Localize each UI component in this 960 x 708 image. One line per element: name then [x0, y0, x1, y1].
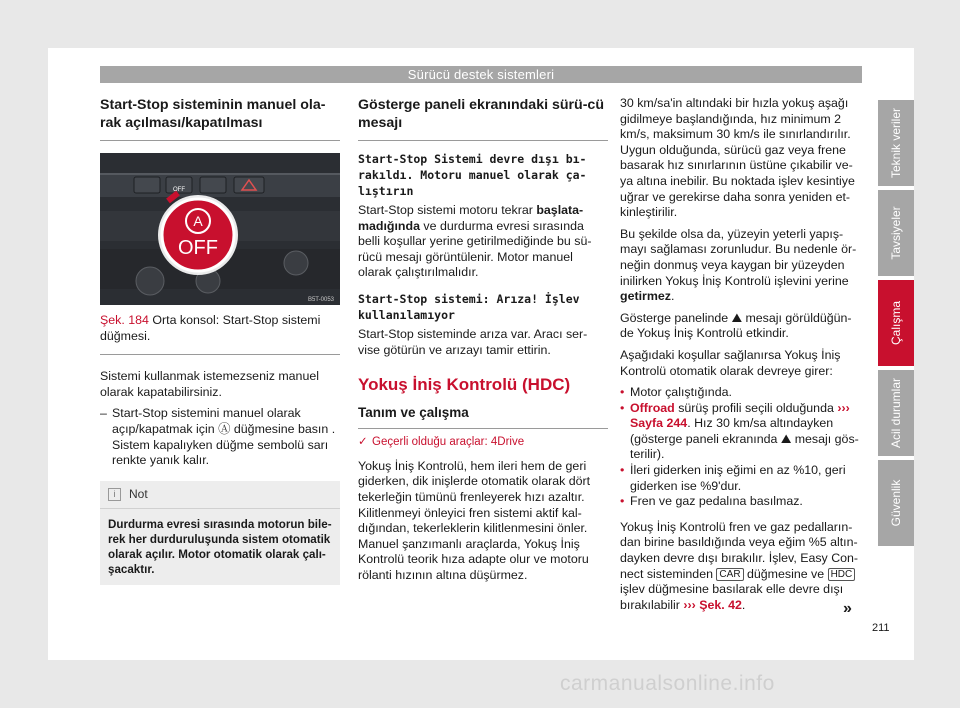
validity-note [358, 435, 608, 451]
indicator-paragraph: Gösterge panelinde ⛰ mesajı görüldüğün-de Yokuş İniş Kontrolü etkindir. [620, 310, 852, 341]
figure-caption [100, 313, 340, 344]
tab-acil-durumlar[interactable]: Acil durumlar [878, 370, 914, 456]
conditions-intro: Aşağıdaki koşullar sağlanırsa Yokuş İniş Kontrolü otomatik olarak devreye girer: [620, 347, 841, 378]
list-item: • Fren ve gaz pedalına basılmaz. [620, 494, 803, 509]
tab-teknik-veriler[interactable]: Teknik veriler [878, 100, 914, 186]
continue-marker: » [843, 600, 852, 617]
caption-text: Orta konsol: Start-Stop sistemi düğmesi. [100, 313, 321, 343]
info-icon: i [108, 488, 121, 501]
note-box [100, 481, 340, 586]
intro-paragraph: Sistemi kullanmak istemezseniz manuel olarak kapatabilirsiniz. [100, 369, 319, 399]
instruction-text: Start-Stop sistemini manuel olarak açıp/kapatmak için [112, 406, 301, 436]
instruction-item [100, 406, 340, 468]
instruction-text-cont: düğmesine basın . Sistem kapalıyken düğme sembolü sarı renkte yanık kalır. [112, 421, 336, 468]
surface-paragraph: Bu şekilde olsa da, yüzeyin yeterli yapış-mayı sağlaması zorunludur. Bu nedenle ör-neğin donmuş veya kaygan bir yüzeyden inilirken Yokuş İniş Kontrolü işlevini yerine getirmez. [620, 226, 857, 304]
deactivation-paragraph: Yokuş İniş Kontrolü fren ve gaz pedalların-dan birine basıldığında veya eğim %5 altın-dayken devre dışı bırakılır. İşlev, Easy Con-nect sisteminden CAR düğmesine ve HDC işlev düğmesine basılarak elle devre dışı bırakılabilir ››› Şek. 42. [620, 519, 859, 612]
caption-number: Şek. 184 [100, 313, 149, 327]
speed-paragraph: 30 km/sa'in altındaki bir hızla yokuş aşağı gidilmeye başlandığında, hız minimum 2 km/s, maksimum 30 km/s ile sınırlandırılır. Uygun olduğunda, sürücü gaz veya frene basarak hız sınırlarının üstüne çıkabilir ve-ya altına inebilir. Bu noktada işlev kesintiye uğrar ve gerekirse daha sonra yeniden et-kinleştirilir. [620, 96, 855, 220]
figure-start-stop-button [100, 153, 340, 305]
message-fault: Start-Stop sistemi: Arıza! İşlev kullanılamıyor [358, 291, 580, 322]
list-item: • Motor çalıştığında. [620, 385, 732, 400]
hdc-heading: Yokuş İniş Kontrolü (HDC) [358, 375, 571, 395]
page-number: 211 [872, 622, 890, 634]
figure-code: B5T-0053 [307, 297, 334, 303]
list-item: • İleri giderken iniş eğimi en az %10, geri giderken ise %9'dur. [620, 463, 846, 493]
hdc-description: Yokuş İniş Kontrolü, hem ileri hem de geri giderken, dik inişlerde otomatik olarak dört tekerleğin tümünü frenleyerek hızı azaltır. Kilitlenmeyi önleyici fren sistemi aktif kal-dığından, tekerleklerin kilitlenmesini önler. Manuel şanzımanlı araçlarda, Yokuş İniş Kontrolü teorik hıza adapte olur ve motoru rölanti hızının altına düşürmez. [358, 458, 591, 582]
sub-rule [358, 428, 608, 429]
big-off-label: OFF [178, 237, 218, 259]
column-right [620, 96, 862, 619]
start-stop-button-icon: Ⓐ [218, 421, 231, 436]
validity-text: Geçerli olduğu araçlar: 4Drive [372, 436, 525, 449]
column-left [100, 96, 340, 585]
check-icon: ✓ [358, 436, 368, 449]
hdc-indicator-icon: ⛰ [780, 431, 792, 446]
console-illustration [100, 153, 340, 305]
section-title-start-stop-manual: Start-Stop sisteminin manuel ola-rak açılması/kapatılması [100, 97, 326, 131]
figure-reference-arrow[interactable]: ››› [683, 597, 696, 612]
tab-tavsiyeler[interactable]: Tavsiyeler [878, 190, 914, 276]
hdc-subheading: Tanım ve çalışma [358, 405, 469, 421]
message-fault-desc: Start-Stop sisteminde arıza var. Aracı ser-vise götürün ve arızayı tamir ettirin. [358, 326, 588, 357]
title-rule [358, 140, 608, 141]
note-header [100, 481, 340, 510]
caption-rule [100, 354, 340, 355]
figure-reference-link[interactable]: Şek. 42 [699, 597, 742, 612]
tab-guvenlik[interactable]: Güvenlik [878, 460, 914, 546]
note-body: Durdurma evresi sırasında motorun bile-rek her durduruluşunda sistem otomatik olarak açılır. Motor otomatik olarak çalı-şacaktır. [108, 518, 332, 577]
message-disabled: Start-Stop Sistemi devre dışı bı-rakıldı. Motoru manuel olarak ça-lıştırın [358, 152, 587, 198]
big-a-letter: A [193, 213, 203, 229]
tab-calisma[interactable]: Çalışma [878, 280, 914, 366]
note-label: Not [129, 486, 148, 501]
page-reference-link[interactable]: ››› Sayfa 244 [630, 400, 850, 431]
small-off-label: OFF [173, 187, 185, 193]
section-header: Sürücü destek sistemleri [100, 66, 862, 83]
section-title-driver-message: Gösterge paneli ekranındaki sürü-cü mesajı [358, 97, 604, 131]
watermark: carmanualsonline.info [560, 672, 775, 695]
title-rule [100, 140, 340, 141]
hdc-indicator-icon: ⛰ [731, 310, 743, 325]
car-icon: CAR [716, 568, 743, 581]
hdc-button-icon: HDC [828, 568, 856, 581]
message-disabled-desc: Start-Stop sistemi motoru tekrar başlata-madığında ve durdurma evresi sırasında belli koşullar yerine getirilmediğinde bu sü-rücü mesajı görüntülenir. Motor manuel olarak çalıştırılmalıdır. [358, 203, 592, 280]
list-item: • Offroad sürüş profili seçili olduğunda ››› Sayfa 244. Hız 30 km/sa altındayken (gösterge paneli ekranında ⛰ mesajı gös-terilir). [620, 400, 859, 462]
dash-marker: – [100, 406, 107, 421]
column-middle [358, 96, 608, 590]
